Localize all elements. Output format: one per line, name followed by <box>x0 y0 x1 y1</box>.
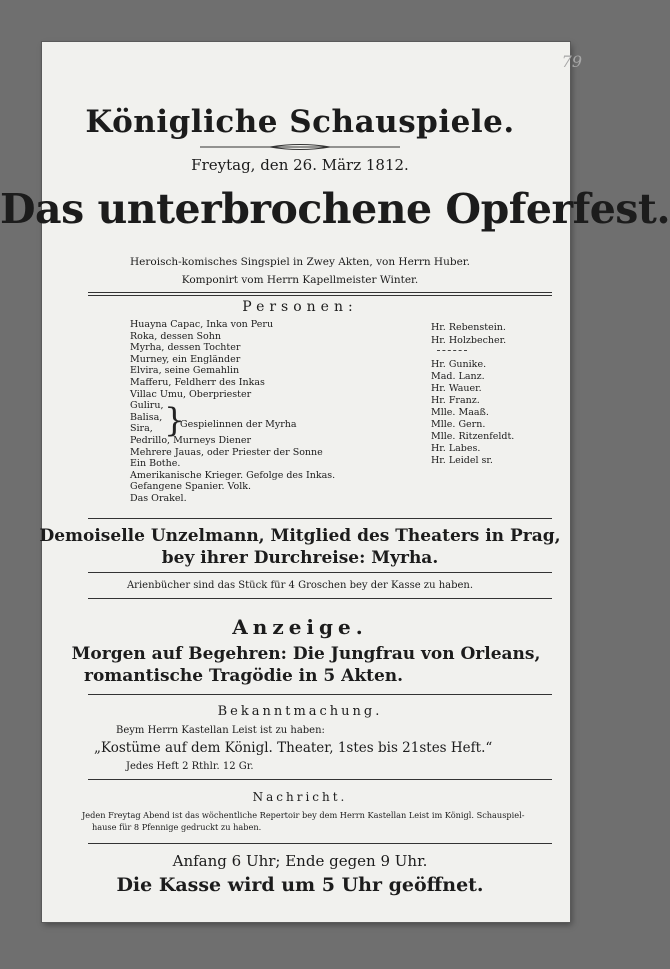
brace: } <box>164 400 185 439</box>
role: Balisa, <box>130 411 163 423</box>
anzeige-heading: Anzeige. <box>232 615 368 639</box>
guest-line-1: Demoiselle Unzelmann, Mitglied des Theaters in Prag, <box>39 526 561 546</box>
role: Murney, ein Engländer <box>130 353 241 365</box>
pencil-number: 79 <box>561 52 582 71</box>
performance-times: Anfang 6 Uhr; Ende gegen 9 Uhr. <box>172 852 428 870</box>
role: Guliru, <box>130 400 164 412</box>
bekanntmachung-line-2: „Kostüme auf dem Königl. Theater, 1stes bis 21stes Heft.“ <box>94 740 493 756</box>
nachricht-line-2: hause für 8 Pfennige gedruckt zu haben. <box>92 822 262 832</box>
actor: Hr. Wauer. <box>431 383 482 394</box>
divider <box>88 572 552 573</box>
composer-line: Komponirt vom Herrn Kapellmeister Winter. <box>181 274 419 286</box>
gespielinnen-label: Gespielinnen der Myrha <box>180 419 297 430</box>
dash-separator <box>437 350 467 351</box>
actor: Hr. Gunike. <box>431 359 487 370</box>
personen-heading: Personen: <box>242 299 358 315</box>
bekanntmachung-line-3: Jedes Heft 2 Rthlr. 12 Gr. <box>126 761 254 772</box>
actor: Hr. Labes. <box>431 443 481 454</box>
performance-date: Freytag, den 26. März 1812. <box>191 156 409 174</box>
actor: Hr. Leidel sr. <box>431 455 493 466</box>
role: Pedrillo, Murneys Diener <box>130 434 252 446</box>
guest-line-2: bey ihrer Durchreise: Myrha. <box>161 548 439 568</box>
nachricht-heading: Nachricht. <box>252 790 348 804</box>
role: Mafferu, Feldherr des Inkas <box>130 376 265 388</box>
divider <box>88 518 552 519</box>
actor: Mad. Lanz. <box>431 371 485 382</box>
actor: Hr. Franz. <box>431 395 480 406</box>
role: Sira, <box>130 423 153 435</box>
anzeige-line-1: Morgen auf Begehren: Die Jungfrau von Orleans, <box>71 644 541 664</box>
bekanntmachung-line-1: Beym Herrn Kastellan Leist ist zu haben: <box>116 725 325 736</box>
role: Ein Bothe. <box>130 458 181 470</box>
role: Roka, dessen Sohn <box>130 330 222 342</box>
play-title: Das unterbrochene Opferfest. <box>0 185 670 233</box>
actor: Hr. Holzbecher. <box>431 335 507 346</box>
role: Das Orakel. <box>130 492 187 504</box>
actor: Hr. Rebenstein. <box>431 322 506 333</box>
divider <box>88 694 552 695</box>
actor: Mlle. Maaß. <box>431 407 489 418</box>
actor: Mlle. Ritzenfeldt. <box>431 431 515 442</box>
role: Elvira, seine Gemahlin <box>130 365 240 377</box>
bekanntmachung-heading: Bekanntmachung. <box>217 704 383 719</box>
cast-list <box>130 319 335 505</box>
role: Myrha, dessen Tochter <box>130 342 241 354</box>
divider <box>88 292 552 296</box>
theatre-heading: Königliche Schauspiele. <box>85 104 515 140</box>
nachricht-line-1: Jeden Freytag Abend ist das wöchentliche Repertoir bey dem Herrn Kastellan Leist im Königl. Schauspiel- <box>82 810 525 820</box>
libretto-notice: Arienbücher sind das Stück für 4 Groschen bey der Kasse zu haben. <box>126 580 474 591</box>
divider <box>88 598 552 599</box>
box-office-note: Die Kasse wird um 5 Uhr geöffnet. <box>116 874 484 896</box>
divider <box>88 843 552 844</box>
genre-line: Heroisch-komisches Singspiel in Zwey Akten, von Herrn Huber. <box>130 256 470 268</box>
role: Villac Umu, Oberpriester <box>130 388 252 400</box>
role: Amerikanische Krieger. Gefolge des Inkas. <box>130 469 336 481</box>
divider <box>88 779 552 780</box>
role: Mehrere Jauas, oder Priester der Sonne <box>130 446 323 458</box>
ornament-rule <box>200 142 400 152</box>
actor: Mlle. Gern. <box>431 419 486 430</box>
anzeige-line-2: romantische Tragödie in 5 Akten. <box>84 666 404 686</box>
role: Gefangene Spanier. Volk. <box>130 481 252 493</box>
role: Huayna Capac, Inka von Peru <box>130 319 274 330</box>
